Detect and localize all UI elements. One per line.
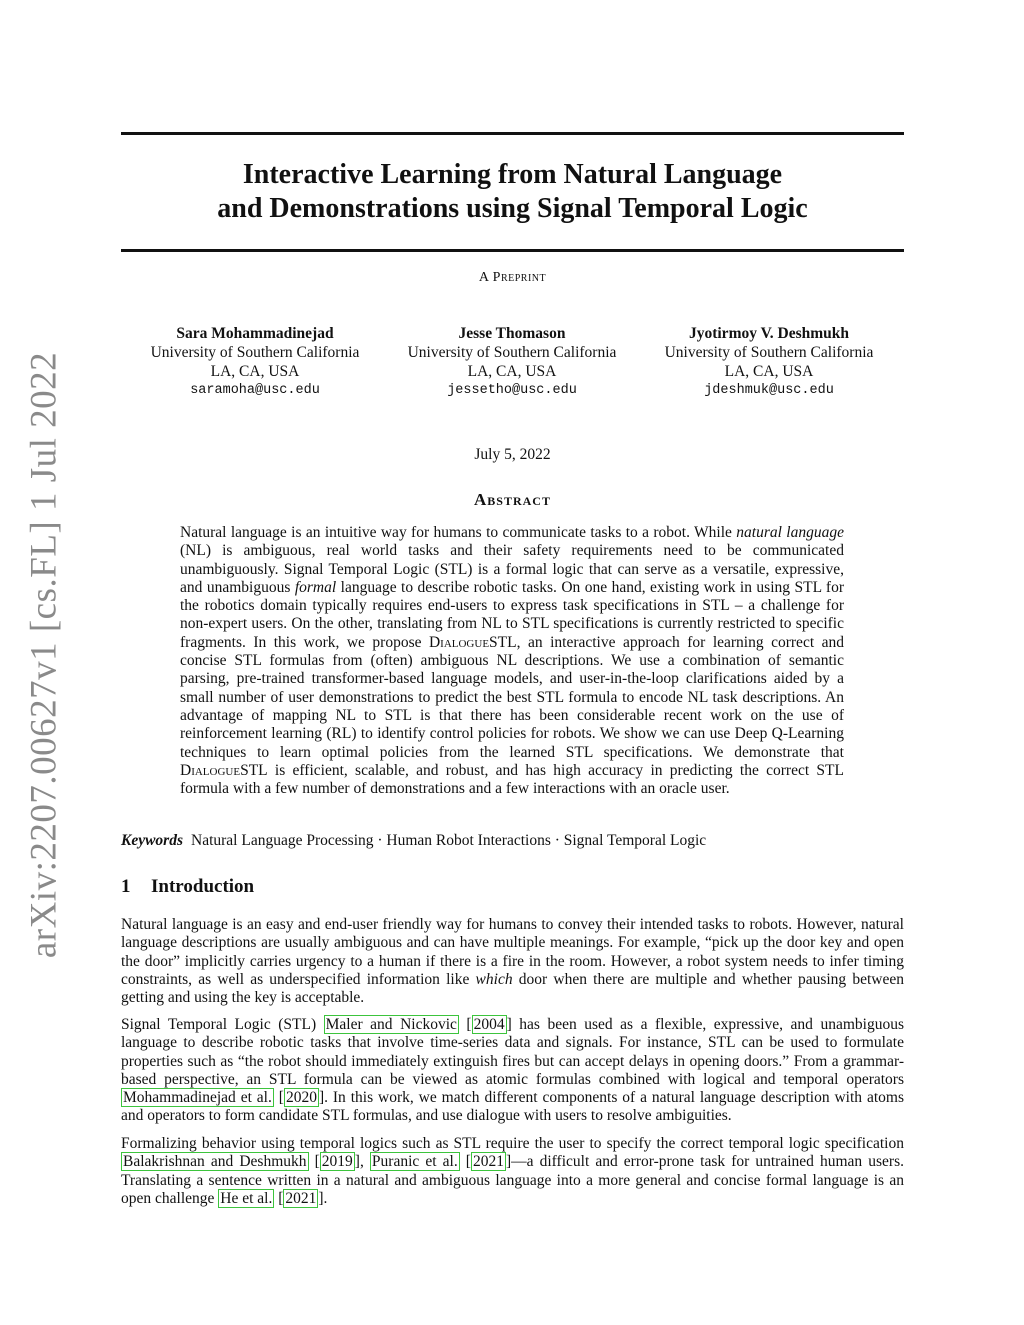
paragraph-text: Formalizing behavior using temporal logics such as STL require the user to specify the correct temporal logic specification xyxy=(121,1135,904,1152)
system-name: DialogueSTL xyxy=(180,761,268,779)
citation-year-link[interactable]: 2021 xyxy=(472,1153,504,1171)
abstract-emphasis: formal xyxy=(294,578,337,596)
author-block-1 xyxy=(125,324,385,400)
author-email[interactable]: saramoha@usc.edu xyxy=(190,383,320,398)
author-name: Jyotirmoy V. Deshmukh xyxy=(688,325,850,342)
paragraph-text: door when there are multiple and whether pausing between getting and using the key is acceptable. xyxy=(121,970,905,1007)
author-location: LA, CA, USA xyxy=(210,363,300,380)
intro-paragraph-2 xyxy=(121,1016,904,1126)
paragraph-text: [ xyxy=(274,1189,284,1207)
paragraph-text: ] has been used as a flexible, expressive, and unambiguous language to describe robotic tasks that involve time-series data and signals. For instance, STL can be used to formulate properties such as “the robot should immediately extinguish fires but can accept delays in opening doors.” From a grammar-based perspective, an STL formula can be viewed as atomic formulas combined with logical and temporal operators xyxy=(121,1016,904,1088)
author-affiliation: University of Southern California xyxy=(664,344,874,361)
citation-link[interactable]: Maler and Nickovic xyxy=(325,1016,457,1033)
preprint-label: A Preprint xyxy=(478,270,547,285)
abstract-text: language to describe robotic tasks. On one hand, existing work in using STL for the robotics domain typically requires end-users to express task specifications in STL – a challenge for non-expert users. On the other, translating from NL to STL specifications is currently restricted to specific fragments. In this work, we propose xyxy=(180,578,844,651)
abstract-heading: Abstract xyxy=(474,490,551,509)
arxiv-stamp: arXiv:2207.00627v1 [cs.FL] 1 Jul 2022 xyxy=(23,351,65,959)
author-block-3 xyxy=(639,324,899,400)
author-location: LA, CA, USA xyxy=(724,363,814,380)
title-rule-top xyxy=(121,132,904,135)
abstract-text: Natural language is an intuitive way for humans to communicate tasks to a robot. While xyxy=(180,524,737,541)
paragraph-text: Natural language is an easy and end-user friendly way for humans to convey their intended tasks to robots. However, natural language descriptions are usually ambiguous and can have multiple meanings. For example, “pick up the door key and open the door” implicitly carries urgency to a human if there is a fire in the room. However, a robot system needs to infer timing constraints, as well as underspecified information like xyxy=(121,916,904,988)
paper-title xyxy=(121,158,904,226)
abstract-emphasis: natural language xyxy=(736,524,844,541)
author-name: Jesse Thomason xyxy=(458,325,566,342)
paragraph-text: ]. xyxy=(318,1189,328,1207)
citation-year-link[interactable]: 2021 xyxy=(285,1189,317,1207)
author-affiliation: University of Southern California xyxy=(407,344,617,361)
paragraph-text: [ xyxy=(273,1089,284,1107)
citation-link[interactable]: Puranic et al. xyxy=(371,1153,458,1171)
citation-link[interactable]: Mohammadinejad et al. xyxy=(123,1089,272,1107)
section-title: Introduction xyxy=(151,876,255,897)
citation-year-link[interactable]: 2020 xyxy=(285,1089,317,1107)
intro-paragraph-3 xyxy=(121,1135,904,1208)
title-rule-bottom xyxy=(121,249,904,252)
author-location: LA, CA, USA xyxy=(467,363,557,380)
paragraph-emphasis: which xyxy=(475,970,513,988)
paragraph-text: ]—a difficult and error-prone task for untrained human users. Translating a sentence written in a natural and ambiguous language into a more general and concise formal language is an open challenge xyxy=(121,1153,905,1207)
paragraph-text: [ xyxy=(458,1016,472,1033)
section-heading xyxy=(121,876,254,898)
abstract-body xyxy=(180,524,844,798)
keywords-label: Keywords xyxy=(121,832,183,849)
author-block-2 xyxy=(382,324,642,400)
paragraph-text: ]. In this work, we match different components of a natural language description with atoms and operators to form candidate STL formulas, and use dialogue with users to resolve ambiguities. xyxy=(121,1089,904,1125)
abstract-text: (NL) is ambiguous, real world tasks and their safety requirements need to be communicated unambiguously. Signal Temporal Logic (STL) is a formal logic that can serve as a versatile, expressive, and unambiguous xyxy=(180,542,844,596)
author-name: Sara Mohammadinejad xyxy=(176,325,334,342)
keywords-line xyxy=(121,832,904,850)
citation-link[interactable]: Balakrishnan and Deshmukh xyxy=(123,1153,307,1171)
citation-link[interactable]: He et al. xyxy=(220,1189,273,1207)
paragraph-text: [ xyxy=(308,1153,320,1171)
author-affiliation: University of Southern California xyxy=(150,344,360,361)
system-name: DialogueSTL xyxy=(428,633,517,651)
intro-paragraph-1 xyxy=(121,916,904,1007)
citation-year-link[interactable]: 2004 xyxy=(473,1016,505,1033)
paragraph-text: ], xyxy=(354,1153,370,1171)
paragraph-text: [ xyxy=(459,1153,471,1171)
section-number: 1 xyxy=(121,876,131,897)
citation-year-link[interactable]: 2019 xyxy=(321,1153,353,1171)
author-email[interactable]: jessetho@usc.edu xyxy=(447,383,577,398)
author-email[interactable]: jdeshmuk@usc.edu xyxy=(704,383,834,398)
abstract-text: is efficient, scalable, and robust, and has high accuracy in predicting the correct STL formula with a few number of demonstrations and a few interactions with an oracle user. xyxy=(180,761,844,798)
paragraph-text: Signal Temporal Logic (STL) xyxy=(121,1016,324,1033)
paper-date: July 5, 2022 xyxy=(474,446,551,463)
title-line-1: Interactive Learning from Natural Language xyxy=(242,159,783,190)
title-line-2: and Demonstrations using Signal Temporal Logic xyxy=(217,193,808,224)
abstract-text: , an interactive approach for learning correct and concise STL formulas from (often) ambiguous NL descriptions. We use a combination of semantic parsing, pre-trained transformer-based language models, and user-in-the-loop clarifications aided by a small number of user demonstrations to predict the best STL formula to encode NL task descriptions. An advantage of mapping NL to STL is that there has been considerable recent work on the use of reinforcement learning (RL) to identify control policies for robots. We show we can use Deep Q-Learning techniques to learn optimal policies from the learned STL specifications. We demonstrate that xyxy=(180,633,844,761)
keywords-text: Natural Language Processing · Human Robot Interactions · Signal Temporal Logic xyxy=(191,832,707,849)
